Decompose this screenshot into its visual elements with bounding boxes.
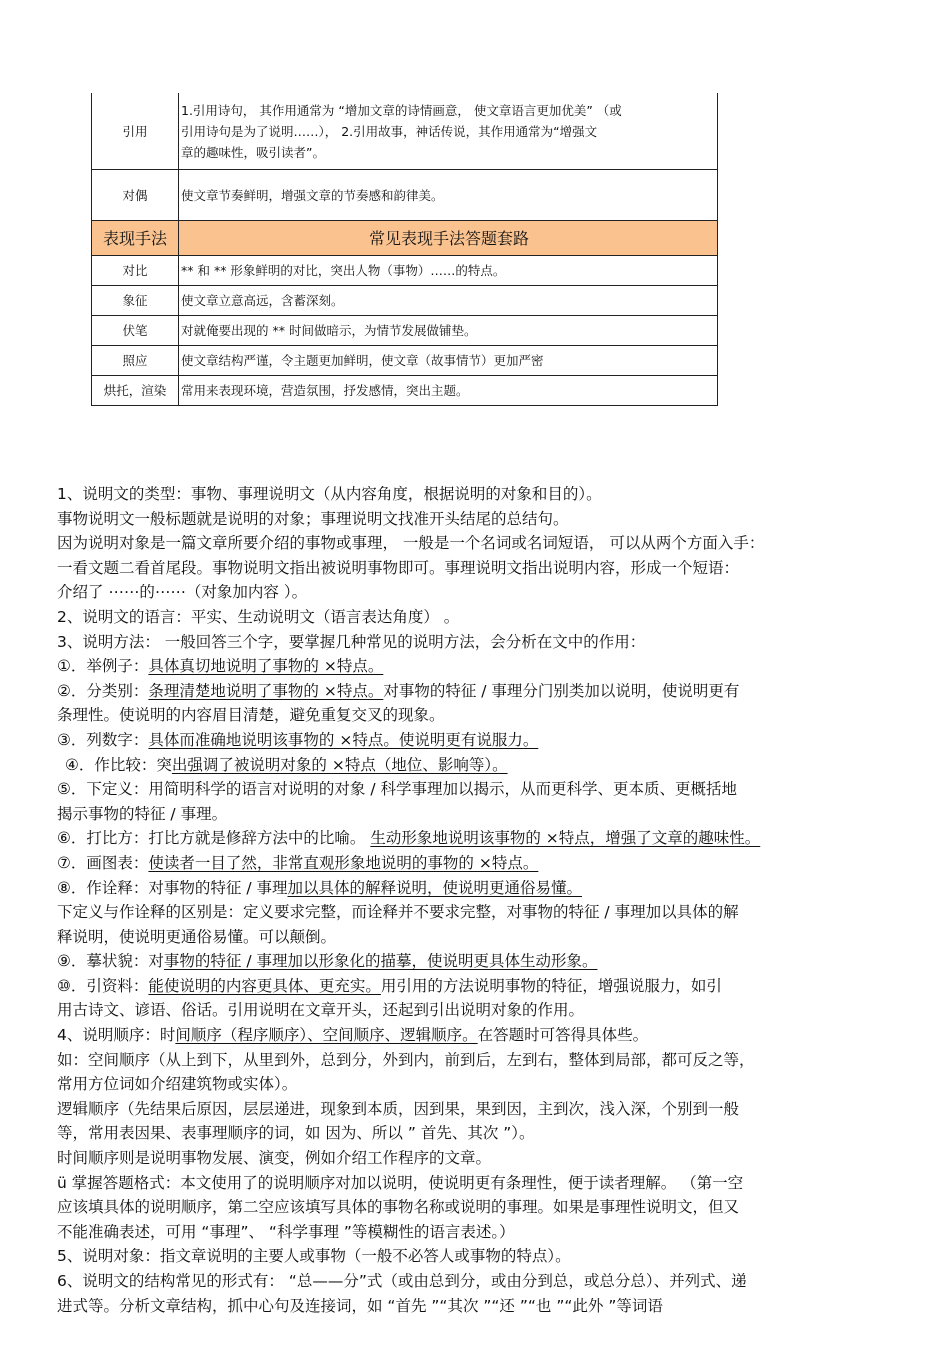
text-line [57,753,897,778]
order-types: 间顺序（程序顺序）、空间顺序、逻辑顺序。 [175,1026,478,1045]
section-label: 4、说明顺序：时 [57,1026,176,1045]
method-label: ④．作比较：突 [65,755,172,774]
text-line: 一看文题二看首尾段。事物说明文指出被说明事物即可。事理说明文指出说明内容，形成一个短语： [57,558,740,577]
text-line [57,728,897,753]
table-row [92,93,718,170]
text-line: 2、说明文的语言：平实、生动说明文（语言表达角度） 。 [57,607,460,626]
row-value: 常用来表现环境，营造氛围，抒发感情，突出主题。 [179,376,718,406]
text-line: 事物说明文一般标题就是说明的对象；事理说明文找准开头结尾的总结句。 [57,509,569,528]
text-line: 5、说明对象：指文章说明的主要人或事物（一般不必答人或事物的特点）。 [57,1247,571,1266]
method-label: ⑦．画图表： [57,853,149,872]
table-row [92,346,718,376]
method-note: 对事物的特征 / 事理分门别类加以说明，使说明更有 [383,681,740,700]
text-line: 应该填具体的说明顺序，第二空应该填写具体的事物名称或说明的事理。如果是事理性说明文，但又 [57,1198,740,1217]
text-line: 条理性。使说明的内容眉目清楚，避免重复交叉的现象。 [57,706,445,725]
method-effect: 具体而准确地说明该事物的 ×特点。使说明更有说服力。 [148,730,539,749]
text-line: 不能准确表述，可用 “事理”、 “科学事理 ”等模糊性的语言表述。） [57,1222,515,1241]
techniques-table [91,93,718,406]
table-row [92,376,718,406]
method-effect: 事物的特征 / 事理加以形象化的描摹，使说明更具体生动形象。 [163,952,598,971]
table-row [92,316,718,346]
row-key: 伏笔 [92,316,179,346]
text-line: 6、说明文的结构常见的形式有： “总——分”式（或由总到分，或由分到总，或总分总）、并列式、递 [57,1272,747,1290]
text-line: 进式等。分析文章结构，抓中心句及连接词，如 “首先 ”“其次 ”“还 ”“也 ”“此外 ”等词语 [57,1296,663,1315]
text-line: 3、说明方法： 一般回答三个字，要掌握几种常见的说明方法，会分析在文中的作用： [57,632,646,651]
text-line [57,826,897,851]
method-note: 用引用的方法说明事物的特征，增强说服力，如引 [380,976,722,995]
section-note: 在答题时可答得具体些。 [477,1026,649,1045]
method-effect: 生动形象地说明该事物的 ×特点，增强了文章的趣味性。 [370,829,761,848]
table-row [92,256,718,286]
text-line: 下定义与作诠释的区别是：定义要求完整，而诠释并不要求完整，对事物的特征 / 事理加以具体的解 [57,903,739,922]
method-effect: 出强调了被说明对象的 ×特点（地位、影响等）。 [171,755,508,774]
table-header-row [92,221,718,256]
method-effect: 能使说明的内容更具体、更充实。 [148,976,381,995]
method-effect: 条理清楚地说明了事物的 ×特点。 [148,681,384,700]
method-label: ①．举例子： [57,657,149,676]
text-line: 因为说明对象是一篇文章所要介绍的事物或事理， 一般是一个名词或名词短语， 可以从两个方面入手： [57,534,765,553]
row-key: 烘托，渲染 [92,376,179,406]
row-value: ** 和 ** 形象鲜明的对比，突出人物（事物）……的特点。 [179,256,718,286]
row-key: 照应 [92,346,179,376]
text-line: 如：空间顺序（从上到下，从里到外，总到分，外到内，前到后，左到右，整体到局部，都可反之等， [57,1050,755,1069]
method-label: ⑨．摹状貌：对 [57,952,164,971]
document-body [57,482,897,1318]
row-key: 象征 [92,286,179,316]
method-label: ⑧．作诠释：对事物的特征 / 事理 [57,878,288,897]
row-key: 引用 [92,93,179,170]
row-value: 对就俺要出现的 ** 时间做暗示，为情节发展做铺垫。 [179,316,718,346]
method-label: ⑥．打比方：打比方就是修辞方法中的比喻。 [57,829,371,848]
header-key: 表现手法 [92,221,179,256]
method-effect: 加以具体的解释说明，使说明更通俗易懂。 [287,878,582,897]
text-line [57,679,897,704]
method-effect: 具体真切地说明了事物的 ×特点。 [148,657,384,676]
table-row [92,170,718,221]
text-line: ü 掌握答题格式：本文使用了的说明顺序对加以说明，使说明更有条理性，便于读者理解。 （第一空 [57,1173,744,1192]
row-value [179,93,718,170]
text-line [57,851,897,876]
text-line: 逻辑顺序（先结果后原因，层层递进，现象到本质，因到果，果到因，主到次，浅入深，个别到一般 [57,1099,740,1118]
table-row [92,286,718,316]
method-effect: 使读者一目了然，非常直观形象地说明的事物的 ×特点。 [148,853,539,872]
text-line: 释说明，使说明更通俗易懂。可以颠倒。 [57,927,337,946]
row-key: 对偶 [92,170,179,221]
text-line [57,654,897,679]
text-line: 常用方位词如介绍建筑物或实体）。 [57,1075,298,1094]
method-label: ③．列数字： [57,730,149,749]
row-value-line: 1.引用诗句， 其作用通常为 “增加文章的诗情画意， 使文章语言更加优美” （或 [181,102,622,118]
row-value-line: 引用诗句是为了说明……）， 2.引用故事，神话传说，其作用通常为“增强文 [181,123,598,139]
text-line: ⑤．下定义：用简明科学的语言对说明的对象 / 科学事理加以揭示，从而更科学、更本质、更概括地 [57,780,737,799]
text-line: 等，常用表因果、表事理顺序的词，如 因为、所以 ” 首先、其次 ”）。 [57,1124,535,1143]
text-line: 揭示事物的特征 / 事理。 [57,804,228,823]
row-key: 对比 [92,256,179,286]
method-label: ②．分类别： [57,681,149,700]
text-line: 用古诗文、谚语、俗话。引用说明在文章开头，还起到引出说明对象的作用。 [57,1001,585,1020]
row-value-line: 章的趣味性，吸引读者”。 [181,144,325,160]
method-label: ⑩．引资料： [57,976,149,995]
row-value: 使文章结构严谨，令主题更加鲜明，使文章（故事情节）更加严密 [179,346,718,376]
header-title: 常见表现手法答题套路 [179,221,718,256]
text-line: 1、说明文的类型：事物、事理说明文（从内容角度，根据说明的对象和目的）。 [57,485,602,503]
text-line [57,1023,897,1048]
row-value: 使文章节奏鲜明，增强文章的节奏感和韵律美。 [179,170,718,221]
text-line: 时间顺序则是说明事物发展、演变，例如介绍工作程序的文章。 [57,1149,492,1168]
text-line [57,949,897,974]
text-line [57,974,897,999]
text-line [57,876,897,901]
row-value: 使文章立意高远，含蓄深刻。 [179,286,718,316]
text-line: 介绍了 ⋯⋯的⋯⋯（对象加内容 ）。 [57,583,308,602]
